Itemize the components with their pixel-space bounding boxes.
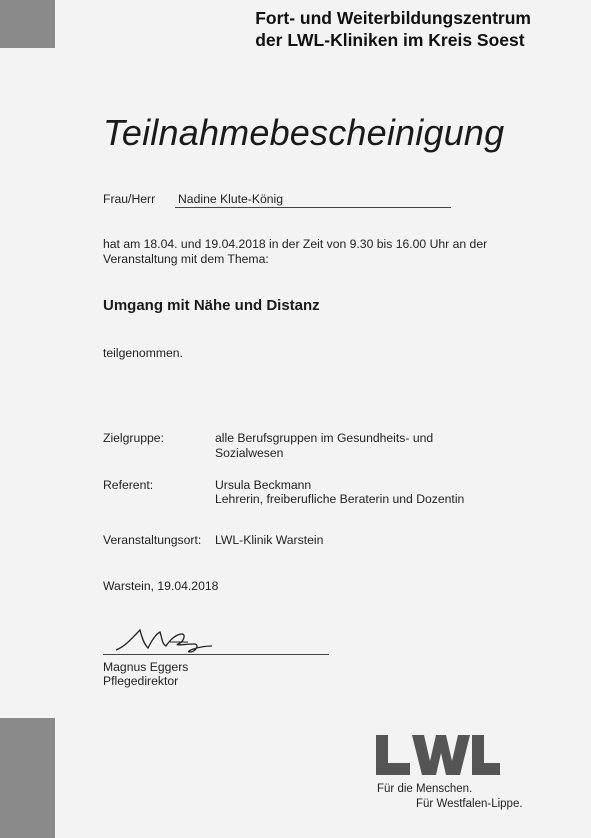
intro-line-2: Veranstaltung mit dem Thema:	[103, 252, 269, 266]
name-underline	[175, 207, 451, 208]
signatory-role: Pflegedirektor	[103, 674, 179, 688]
course-topic: Umgang mit Nähe und Distanz	[103, 297, 320, 314]
institution-header	[255, 7, 531, 51]
signatory-name: Magnus Eggers	[103, 660, 189, 674]
target-group-label: Zielgruppe:	[103, 431, 164, 445]
speaker-label: Referent:	[103, 478, 154, 492]
target-group-line-2: Sozialwesen	[215, 446, 284, 460]
participated-text: teilgenommen.	[103, 346, 183, 360]
header-line-2: der LWL-Kliniken im Kreis Soest	[255, 30, 525, 50]
place-and-date: Warstein, 19.04.2018	[103, 579, 219, 593]
intro-line-1: hat am 18.04. und 19.04.2018 in der Zeit von 9.30 bis 16.00 Uhr an der	[103, 237, 488, 251]
speaker-role: Lehrerin, freiberufliche Beraterin und Dozentin	[215, 492, 465, 506]
document-title: Teilnahmebescheinigung	[103, 112, 505, 153]
target-group-line-1: alle Berufsgruppen im Gesundheits- und	[215, 431, 434, 445]
header-line-1: Fort- und Weiterbildungszentrum	[255, 8, 531, 28]
decorative-bar-bottom	[0, 718, 55, 838]
participant-label: Frau/Herr	[103, 192, 156, 206]
participant-name: Nadine Klute-König	[178, 192, 284, 206]
venue-value: LWL-Klinik Warstein	[215, 533, 324, 547]
signature-line	[103, 654, 329, 655]
signature-icon	[112, 622, 222, 656]
decorative-bar-top	[0, 0, 55, 48]
logo-tagline-2: Für Westfalen-Lippe.	[416, 798, 523, 810]
logo-tagline-1: Für die Menschen.	[377, 783, 473, 795]
lwl-logo-icon	[376, 735, 500, 775]
venue-label: Veranstaltungsort:	[103, 533, 202, 547]
speaker-name: Ursula Beckmann	[215, 478, 312, 492]
